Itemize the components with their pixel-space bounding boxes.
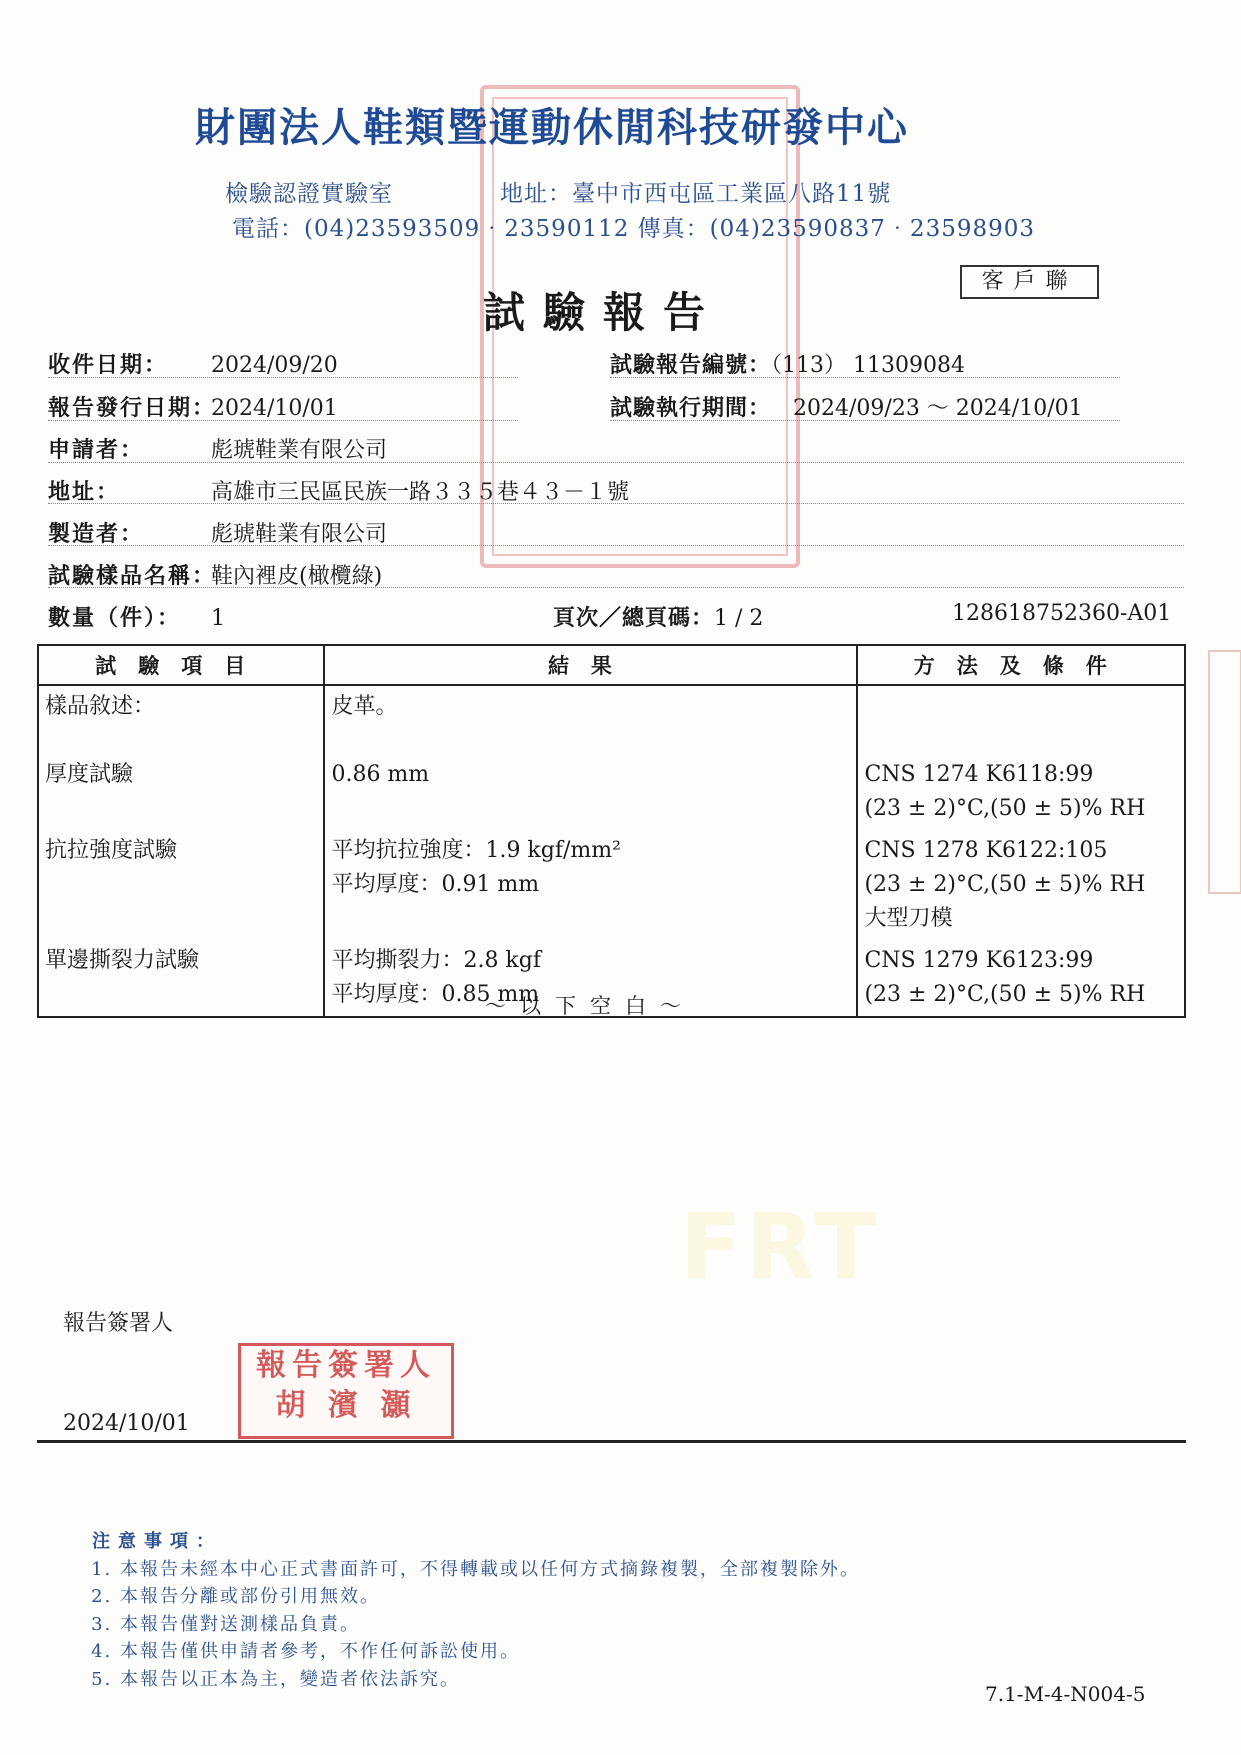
table-row <box>38 830 1185 940</box>
report-number-label: 試驗報告編號： <box>610 352 772 378</box>
method-cell <box>857 830 1185 940</box>
applicant <box>48 433 387 464</box>
receive-date <box>48 348 338 379</box>
table-header-row <box>38 645 1185 685</box>
signatory-label: 報告簽署人 <box>63 1311 174 1336</box>
applicant-address <box>48 475 629 506</box>
blank-below-note: ～以下空白～ <box>485 994 695 1018</box>
side-seal-stamp <box>1208 650 1241 894</box>
test-period-value: 2024/09/23 ～ 2024/10/01 <box>793 396 1083 421</box>
note-item: 3. 本報告僅對送測樣品負責。 <box>120 1611 860 1639</box>
divider <box>610 377 1120 378</box>
result-line: 平均厚度：0.91 mm <box>331 872 540 897</box>
sample-name-label: 試驗樣品名稱： <box>48 563 217 589</box>
org-name: 財團法人鞋類暨運動休閒科技研發中心 <box>195 105 909 151</box>
frt-watermark: FRT <box>680 1195 881 1300</box>
result-cell <box>324 685 857 754</box>
divider <box>48 503 1184 504</box>
result-cell <box>324 830 857 940</box>
result-line: 平均厚度：0.85 mm <box>331 982 540 1007</box>
result-line: 平均撕裂力：2.8 kgf <box>331 948 541 973</box>
results-table <box>37 644 1186 1018</box>
note-item: 4. 本報告僅供申請者參考，不作任何訴訟使用。 <box>120 1638 860 1666</box>
lab-phone-fax: 電話：(04)23593509‧23590112 傳真：(04)23590837‧23598903 <box>232 216 1036 242</box>
applicant-label: 申請者： <box>48 437 145 463</box>
signature-stamp-title: 報告簽署人 <box>256 1348 436 1383</box>
issue-date-label: 報告發行日期： <box>48 395 217 421</box>
receive-date-value: 2024/09/20 <box>211 353 338 378</box>
method-line: (23 ± 2)°C,(50 ± 5)% RH <box>864 872 1146 897</box>
issue-date-value: 2024/10/01 <box>211 396 338 421</box>
method-line: 大型刀模 <box>864 906 953 931</box>
lab-name: 檢驗認證實驗室 <box>225 181 393 207</box>
test-item-cell: 抗拉強度試驗 <box>38 830 324 940</box>
divider <box>610 420 1120 421</box>
table-row <box>38 754 1185 830</box>
document-code: 128618752360-A01 <box>952 601 1172 626</box>
method-cell <box>857 940 1185 1017</box>
notes-title: 注意事項： <box>92 1531 222 1552</box>
signature-stamp-name: 胡 濱 灝 <box>275 1388 417 1423</box>
result-line: 平均抗拉強度：1.9 kgf/mm² <box>331 838 621 863</box>
method-cell <box>857 754 1185 830</box>
maker-label: 製造者： <box>48 521 145 547</box>
page-number <box>553 601 763 632</box>
column-header: 結果 <box>324 645 857 685</box>
page-title: 試驗報告 <box>483 288 724 337</box>
quantity-label: 數量（件）： <box>48 605 182 631</box>
method-line: CNS 1278 K6122:105 <box>864 838 1108 863</box>
sample-name <box>48 559 382 590</box>
lab-address: 地址：臺中市西屯區工業區八路11號 <box>500 181 892 207</box>
applicant-value: 彪琥鞋業有限公司 <box>211 438 388 463</box>
maker-value: 彪琥鞋業有限公司 <box>211 522 388 547</box>
page-number-label: 頁次／總頁碼： <box>553 605 715 631</box>
note-item: 5. 本報告以正本為主，變造者依法訴究。 <box>120 1666 860 1694</box>
result-cell <box>324 754 857 830</box>
divider <box>48 420 518 421</box>
copy-label: 客戶聯 <box>960 265 1099 299</box>
result-line: 皮革。 <box>331 694 398 719</box>
divider <box>48 377 518 378</box>
test-period <box>610 391 1083 422</box>
quantity-value: 1 <box>211 606 225 631</box>
signature-stamp <box>238 1343 454 1439</box>
test-period-label: 試驗執行期間： <box>610 395 772 421</box>
column-header: 方法及條件 <box>857 645 1185 685</box>
method-line: CNS 1279 K6123:99 <box>864 948 1094 973</box>
signature-divider <box>37 1440 1186 1443</box>
sample-name-value: 鞋內裡皮(橄欖綠) <box>211 564 383 589</box>
result-line: 0.86 mm <box>331 762 430 787</box>
test-item-cell: 單邊撕裂力試驗 <box>38 940 324 1017</box>
signature-date: 2024/10/01 <box>63 1411 190 1436</box>
divider <box>48 587 1184 588</box>
note-item: 2. 本報告分離或部份引用無效。 <box>120 1583 860 1611</box>
test-item-cell: 樣品敘述： <box>38 685 324 754</box>
maker <box>48 517 387 548</box>
notes-section <box>92 1528 860 1693</box>
quantity <box>48 601 225 632</box>
column-header: 試驗項目 <box>38 645 324 685</box>
report-number <box>610 348 965 379</box>
method-line: (23 ± 2)°C,(50 ± 5)% RH <box>864 796 1146 821</box>
page-number-value: 1 / 2 <box>714 606 764 631</box>
method-line: CNS 1274 K6118:99 <box>864 762 1094 787</box>
receive-date-label: 收件日期： <box>48 352 169 378</box>
method-cell <box>857 685 1185 754</box>
note-item: 1. 本報告未經本中心正式書面許可，不得轉載或以任何方式摘錄複製，全部複製除外。 <box>120 1556 860 1584</box>
table-row <box>38 685 1185 754</box>
test-item-cell: 厚度試驗 <box>38 754 324 830</box>
divider <box>48 462 1184 463</box>
issue-date <box>48 391 338 422</box>
form-code: 7.1-M-4-N004-5 <box>985 1682 1146 1706</box>
method-line: (23 ± 2)°C,(50 ± 5)% RH <box>864 982 1146 1007</box>
address-value: 高雄市三民區民族一路３３５巷４３－１號 <box>211 480 630 505</box>
address-label: 地址： <box>48 479 121 505</box>
divider <box>48 545 1184 546</box>
report-number-value: （113） 11309084 <box>771 353 965 378</box>
